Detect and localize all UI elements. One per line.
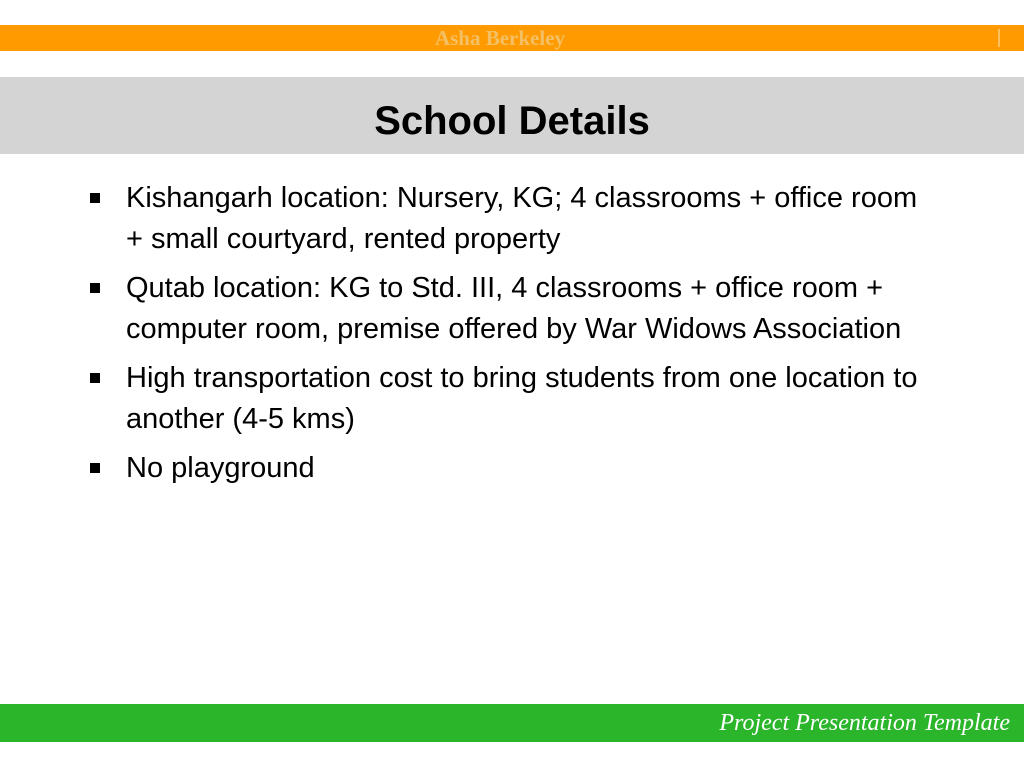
slide-title: School Details [374, 99, 650, 143]
header-band [0, 25, 1024, 51]
bullet-list [90, 178, 930, 497]
bullet-text: High transportation cost to bring students from one location to another (4-5 kms) [126, 362, 918, 435]
bullet-item [90, 268, 930, 350]
header-corner-decoration [928, 29, 1000, 47]
template-label: Project Presentation Template [719, 710, 1010, 736]
bullet-item [90, 178, 930, 260]
square-bullet-icon [90, 373, 100, 383]
bullet-text: No playground [126, 452, 315, 484]
organization-name: Asha Berkeley [434, 26, 566, 50]
square-bullet-icon [90, 193, 100, 203]
bullet-item [90, 448, 930, 489]
footer-band [0, 704, 1024, 742]
title-band [0, 77, 1024, 154]
bullet-text: Qutab location: KG to Std. III, 4 classrooms + office room + computer room, premise offered by War Widows Association [126, 272, 902, 345]
square-bullet-icon [90, 463, 100, 473]
bullet-item [90, 358, 930, 440]
square-bullet-icon [90, 283, 100, 293]
bullet-text: Kishangarh location: Nursery, KG; 4 classrooms + office room + small courtyard, rented property [126, 182, 918, 255]
